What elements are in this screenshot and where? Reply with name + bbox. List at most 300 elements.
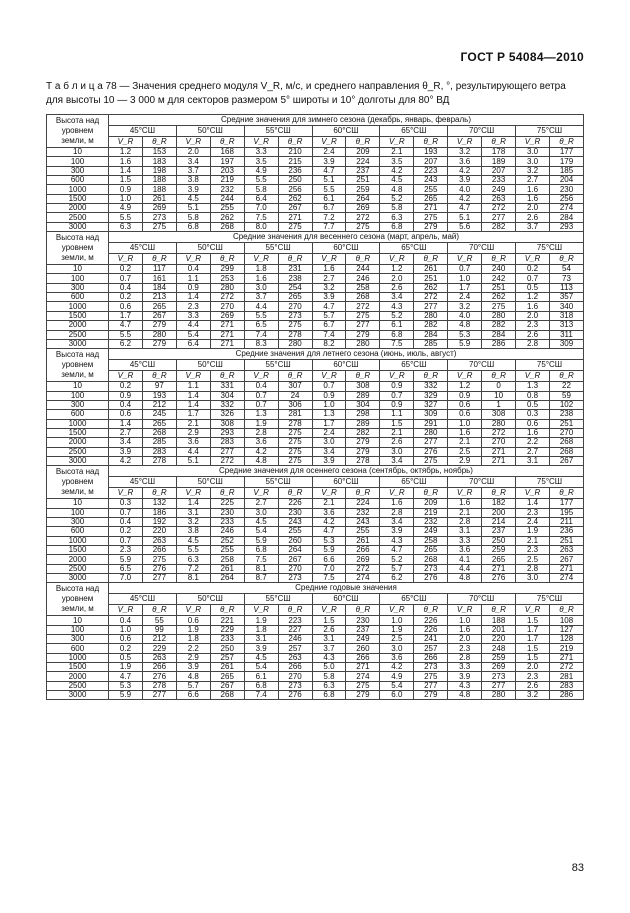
height-value: 100 bbox=[47, 391, 109, 400]
data-cell: 226 bbox=[278, 499, 312, 508]
data-cell: 2.0 bbox=[448, 635, 482, 644]
table-row bbox=[47, 222, 584, 231]
data-cell: 278 bbox=[142, 681, 176, 690]
data-cell: 259 bbox=[482, 653, 516, 662]
data-cell: 5.9 bbox=[109, 555, 143, 564]
data-cell: 249 bbox=[414, 527, 448, 536]
data-cell: 3.3 bbox=[244, 148, 278, 157]
height-value: 3000 bbox=[47, 456, 109, 465]
data-cell: 4.2 bbox=[312, 517, 346, 526]
data-cell: 3.5 bbox=[380, 157, 414, 166]
data-cell: 6.5 bbox=[109, 564, 143, 573]
data-cell: 1.6 bbox=[516, 302, 550, 311]
data-cell: 326 bbox=[210, 410, 244, 419]
vr-header: V_R bbox=[516, 371, 550, 382]
table-row bbox=[47, 644, 584, 653]
data-cell: 210 bbox=[278, 148, 312, 157]
page-number: 83 bbox=[571, 862, 584, 874]
vr-header: V_R bbox=[516, 605, 550, 616]
table-row bbox=[47, 382, 584, 391]
data-cell: 225 bbox=[210, 499, 244, 508]
vr-header: V_R bbox=[176, 605, 210, 616]
data-cell: 258 bbox=[346, 283, 380, 292]
subheader-row bbox=[47, 605, 584, 616]
data-cell: 272 bbox=[346, 564, 380, 573]
data-cell: 282 bbox=[414, 321, 448, 330]
latitude-header: 70°СШ bbox=[448, 594, 516, 605]
data-cell: 195 bbox=[549, 508, 583, 517]
data-cell: 4.2 bbox=[109, 456, 143, 465]
height-value: 2000 bbox=[47, 438, 109, 447]
data-cell: 272 bbox=[346, 213, 380, 222]
data-cell: 243 bbox=[414, 176, 448, 185]
data-cell: 188 bbox=[142, 185, 176, 194]
data-cell: 273 bbox=[414, 663, 448, 672]
data-cell: 10 bbox=[482, 391, 516, 400]
data-cell: 258 bbox=[210, 555, 244, 564]
data-cell: 271 bbox=[278, 213, 312, 222]
data-cell: 4.5 bbox=[244, 517, 278, 526]
theta-header: θ_R bbox=[210, 371, 244, 382]
data-cell: 0.4 bbox=[244, 382, 278, 391]
data-cell: 3.9 bbox=[312, 456, 346, 465]
data-cell: 0.7 bbox=[448, 265, 482, 274]
data-cell: 7.0 bbox=[312, 564, 346, 573]
data-cell: 276 bbox=[414, 447, 448, 456]
height-value: 1500 bbox=[47, 428, 109, 437]
data-cell: 2.0 bbox=[516, 311, 550, 320]
data-cell: 6.1 bbox=[244, 672, 278, 681]
data-cell: 275 bbox=[414, 672, 448, 681]
data-cell: 280 bbox=[482, 691, 516, 700]
data-cell: 0.4 bbox=[109, 283, 143, 292]
data-cell: 201 bbox=[482, 625, 516, 634]
data-cell: 275 bbox=[278, 447, 312, 456]
data-cell: 193 bbox=[142, 391, 176, 400]
data-cell: 265 bbox=[142, 419, 176, 428]
theta-header: θ_R bbox=[414, 254, 448, 265]
standard-designation: ГОСТ Р 54084—2010 bbox=[460, 50, 584, 64]
table-row bbox=[47, 274, 584, 283]
data-cell: 5.2 bbox=[380, 194, 414, 203]
height-value: 300 bbox=[47, 635, 109, 644]
data-cell: 3.9 bbox=[448, 672, 482, 681]
data-cell: 1.6 bbox=[448, 428, 482, 437]
height-header: Высота над уровнем земли, м bbox=[47, 232, 109, 265]
table-row bbox=[47, 410, 584, 419]
data-cell: 309 bbox=[549, 339, 583, 348]
data-cell: 1.9 bbox=[109, 663, 143, 672]
data-cell: 219 bbox=[210, 176, 244, 185]
data-cell: 227 bbox=[278, 625, 312, 634]
data-cell: 6.8 bbox=[312, 691, 346, 700]
data-cell: 2.8 bbox=[380, 508, 414, 517]
data-cell: 3.9 bbox=[109, 447, 143, 456]
theta-header: θ_R bbox=[210, 254, 244, 265]
data-cell: 3.0 bbox=[516, 148, 550, 157]
data-cell: 266 bbox=[142, 546, 176, 555]
data-cell: 271 bbox=[549, 653, 583, 662]
data-cell: 2.1 bbox=[448, 508, 482, 517]
data-cell: 2.9 bbox=[176, 653, 210, 662]
data-cell: 277 bbox=[210, 447, 244, 456]
data-cell: 1.8 bbox=[244, 625, 278, 634]
data-cell: 4.2 bbox=[448, 166, 482, 175]
data-cell: 236 bbox=[549, 527, 583, 536]
theta-header: θ_R bbox=[346, 137, 380, 148]
data-cell: 241 bbox=[414, 635, 448, 644]
data-cell: 4.2 bbox=[244, 447, 278, 456]
data-cell: 275 bbox=[278, 438, 312, 447]
data-cell: 260 bbox=[346, 644, 380, 653]
data-cell: 0.7 bbox=[109, 508, 143, 517]
data-cell: 250 bbox=[278, 176, 312, 185]
data-cell: 4.5 bbox=[380, 176, 414, 185]
data-cell: 2.4 bbox=[516, 517, 550, 526]
data-cell: 0.5 bbox=[516, 283, 550, 292]
data-cell: 2.6 bbox=[516, 330, 550, 339]
data-cell: 255 bbox=[346, 527, 380, 536]
data-cell: 3.1 bbox=[312, 635, 346, 644]
data-cell: 185 bbox=[549, 166, 583, 175]
data-cell: 257 bbox=[210, 653, 244, 662]
data-cell: 3.4 bbox=[109, 438, 143, 447]
data-cell: 3.7 bbox=[516, 222, 550, 231]
height-value: 100 bbox=[47, 508, 109, 517]
vr-header: V_R bbox=[516, 488, 550, 499]
height-value: 10 bbox=[47, 265, 109, 274]
data-cell: 268 bbox=[346, 293, 380, 302]
data-cell: 246 bbox=[278, 635, 312, 644]
data-cell: 4.3 bbox=[312, 653, 346, 662]
data-cell: 230 bbox=[210, 508, 244, 517]
data-cell: 267 bbox=[549, 456, 583, 465]
data-cell: 5.3 bbox=[109, 681, 143, 690]
data-cell: 270 bbox=[482, 438, 516, 447]
data-cell: 132 bbox=[142, 499, 176, 508]
data-cell: 4.8 bbox=[244, 456, 278, 465]
data-cell: 279 bbox=[346, 438, 380, 447]
data-cell: 272 bbox=[346, 302, 380, 311]
data-cell: 3.6 bbox=[448, 157, 482, 166]
data-cell: 198 bbox=[142, 166, 176, 175]
data-cell: 262 bbox=[278, 194, 312, 203]
data-cell: 279 bbox=[142, 339, 176, 348]
data-cell: 1.9 bbox=[244, 419, 278, 428]
data-cell: 184 bbox=[142, 283, 176, 292]
latitude-header: 45°СШ bbox=[109, 477, 177, 488]
latitude-header: 55°СШ bbox=[244, 243, 312, 254]
vr-header: V_R bbox=[448, 605, 482, 616]
data-cell: 161 bbox=[142, 274, 176, 283]
data-cell: 113 bbox=[549, 283, 583, 292]
data-cell: 280 bbox=[142, 330, 176, 339]
data-cell: 3.9 bbox=[176, 185, 210, 194]
data-cell: 1.4 bbox=[176, 400, 210, 409]
vr-header: V_R bbox=[380, 137, 414, 148]
table-row bbox=[47, 428, 584, 437]
data-cell: 4.8 bbox=[448, 574, 482, 583]
theta-header: θ_R bbox=[549, 605, 583, 616]
data-cell: 269 bbox=[346, 204, 380, 213]
data-cell: 3.2 bbox=[516, 166, 550, 175]
data-cell: 189 bbox=[482, 157, 516, 166]
vr-header: V_R bbox=[380, 371, 414, 382]
data-cell: 282 bbox=[482, 222, 516, 231]
data-cell: 1.7 bbox=[312, 419, 346, 428]
data-cell: 279 bbox=[142, 321, 176, 330]
data-cell: 219 bbox=[414, 508, 448, 517]
table-row bbox=[47, 546, 584, 555]
vr-header: V_R bbox=[448, 254, 482, 265]
data-cell: 271 bbox=[482, 447, 516, 456]
data-cell: 1.4 bbox=[109, 419, 143, 428]
data-cell: 271 bbox=[549, 564, 583, 573]
theta-header: θ_R bbox=[414, 371, 448, 382]
height-value: 1000 bbox=[47, 302, 109, 311]
data-cell: 209 bbox=[346, 148, 380, 157]
data-cell: 262 bbox=[210, 213, 244, 222]
data-cell: 0.9 bbox=[109, 391, 143, 400]
data-cell: 3.0 bbox=[312, 438, 346, 447]
data-cell: 1.2 bbox=[109, 148, 143, 157]
vr-header: V_R bbox=[312, 488, 346, 499]
data-cell: 2.7 bbox=[312, 274, 346, 283]
data-cell: 1.3 bbox=[244, 410, 278, 419]
data-cell: 117 bbox=[142, 265, 176, 274]
data-cell: 304 bbox=[346, 400, 380, 409]
data-cell: 188 bbox=[142, 176, 176, 185]
data-cell: 4.5 bbox=[176, 194, 210, 203]
height-value: 600 bbox=[47, 293, 109, 302]
table-row bbox=[47, 653, 584, 662]
height-value: 600 bbox=[47, 410, 109, 419]
data-cell: 268 bbox=[210, 222, 244, 231]
data-cell: 266 bbox=[142, 663, 176, 672]
season-title-row bbox=[47, 232, 584, 243]
vr-header: V_R bbox=[109, 371, 143, 382]
data-cell: 278 bbox=[346, 456, 380, 465]
data-cell: 1.7 bbox=[176, 410, 210, 419]
data-cell: 7.4 bbox=[244, 330, 278, 339]
data-cell: 273 bbox=[278, 574, 312, 583]
data-cell: 253 bbox=[210, 274, 244, 283]
height-value: 2000 bbox=[47, 321, 109, 330]
data-cell: 2.1 bbox=[312, 499, 346, 508]
data-cell: 1.7 bbox=[109, 311, 143, 320]
height-header: Высота над уровнем земли, м bbox=[47, 466, 109, 499]
data-cell: 298 bbox=[346, 410, 380, 419]
data-cell: 73 bbox=[549, 274, 583, 283]
data-cell: 97 bbox=[142, 382, 176, 391]
data-cell: 8.1 bbox=[244, 564, 278, 573]
data-cell: 280 bbox=[414, 428, 448, 437]
latitude-header: 45°СШ bbox=[109, 126, 177, 137]
latitude-row bbox=[47, 243, 584, 254]
data-cell: 3.7 bbox=[312, 644, 346, 653]
subheader-row bbox=[47, 488, 584, 499]
data-cell: 54 bbox=[549, 265, 583, 274]
latitude-header: 55°СШ bbox=[244, 594, 312, 605]
vr-header: V_R bbox=[448, 371, 482, 382]
data-cell: 5.5 bbox=[244, 176, 278, 185]
data-cell: 8.7 bbox=[244, 574, 278, 583]
data-cell: 277 bbox=[142, 691, 176, 700]
data-cell: 2.1 bbox=[516, 536, 550, 545]
data-cell: 168 bbox=[210, 148, 244, 157]
data-cell: 231 bbox=[278, 265, 312, 274]
data-cell: 263 bbox=[142, 653, 176, 662]
season-title: Средние значения для осеннего сезона (сентябрь, октябрь, ноябрь) bbox=[109, 466, 584, 477]
data-cell: 22 bbox=[549, 382, 583, 391]
data-cell: 284 bbox=[482, 330, 516, 339]
data-cell: 263 bbox=[549, 546, 583, 555]
data-cell: 266 bbox=[414, 653, 448, 662]
data-cell: 99 bbox=[142, 625, 176, 634]
data-cell: 269 bbox=[346, 555, 380, 564]
data-cell: 233 bbox=[210, 517, 244, 526]
vr-header: V_R bbox=[176, 371, 210, 382]
data-cell: 1.9 bbox=[380, 625, 414, 634]
data-cell: 4.5 bbox=[244, 653, 278, 662]
height-value: 2000 bbox=[47, 555, 109, 564]
data-cell: 307 bbox=[278, 382, 312, 391]
data-cell: 1.6 bbox=[516, 428, 550, 437]
data-cell: 275 bbox=[278, 428, 312, 437]
table-row bbox=[47, 330, 584, 339]
data-cell: 318 bbox=[549, 311, 583, 320]
table-row bbox=[47, 194, 584, 203]
table-row bbox=[47, 447, 584, 456]
data-cell: 2.6 bbox=[516, 681, 550, 690]
vr-header: V_R bbox=[244, 137, 278, 148]
data-cell: 251 bbox=[414, 274, 448, 283]
data-cell: 220 bbox=[142, 527, 176, 536]
data-cell: 2.3 bbox=[516, 672, 550, 681]
data-cell: 275 bbox=[278, 456, 312, 465]
data-cell: 268 bbox=[549, 447, 583, 456]
data-cell: 7.2 bbox=[176, 564, 210, 573]
data-cell: 5.1 bbox=[448, 213, 482, 222]
data-cell: 0.2 bbox=[516, 265, 550, 274]
data-cell: 255 bbox=[210, 546, 244, 555]
data-cell: 0.7 bbox=[244, 400, 278, 409]
data-cell: 1.6 bbox=[244, 274, 278, 283]
data-cell: 1.5 bbox=[380, 419, 414, 428]
data-cell: 267 bbox=[278, 555, 312, 564]
data-cell: 279 bbox=[414, 222, 448, 231]
data-cell: 3.1 bbox=[244, 635, 278, 644]
data-cell: 265 bbox=[278, 293, 312, 302]
theta-header: θ_R bbox=[210, 137, 244, 148]
data-cell: 6.7 bbox=[312, 321, 346, 330]
data-cell: 255 bbox=[210, 204, 244, 213]
data-cell: 291 bbox=[414, 419, 448, 428]
height-value: 300 bbox=[47, 166, 109, 175]
data-cell: 2.8 bbox=[516, 339, 550, 348]
data-cell: 278 bbox=[278, 419, 312, 428]
data-cell: 0.2 bbox=[109, 382, 143, 391]
data-cell: 279 bbox=[346, 691, 380, 700]
data-cell: 255 bbox=[278, 527, 312, 536]
vr-header: V_R bbox=[244, 605, 278, 616]
table-row bbox=[47, 391, 584, 400]
vr-header: V_R bbox=[109, 137, 143, 148]
data-cell: 226 bbox=[414, 625, 448, 634]
data-cell: 2.1 bbox=[176, 419, 210, 428]
latitude-header: 70°СШ bbox=[448, 243, 516, 254]
data-cell: 271 bbox=[346, 663, 380, 672]
data-cell: 277 bbox=[482, 681, 516, 690]
latitude-header: 50°СШ bbox=[176, 360, 244, 371]
latitude-header: 60°СШ bbox=[312, 594, 380, 605]
table-row bbox=[47, 625, 584, 634]
vr-header: V_R bbox=[176, 254, 210, 265]
height-header: Высота над уровнем земли, м bbox=[47, 349, 109, 382]
data-cell: 275 bbox=[142, 222, 176, 231]
data-cell: 5.9 bbox=[109, 691, 143, 700]
data-cell: 280 bbox=[482, 311, 516, 320]
data-cell: 251 bbox=[346, 176, 380, 185]
data-cell: 0.3 bbox=[516, 410, 550, 419]
data-cell: 270 bbox=[278, 672, 312, 681]
data-cell: 3.8 bbox=[176, 527, 210, 536]
height-value: 10 bbox=[47, 499, 109, 508]
data-cell: 1.6 bbox=[448, 625, 482, 634]
data-cell: 0.2 bbox=[109, 527, 143, 536]
data-cell: 282 bbox=[346, 428, 380, 437]
data-cell: 238 bbox=[278, 274, 312, 283]
data-cell: 3.1 bbox=[448, 527, 482, 536]
data-cell: 0.7 bbox=[516, 274, 550, 283]
data-cell: 265 bbox=[142, 302, 176, 311]
latitude-header: 50°СШ bbox=[176, 243, 244, 254]
data-cell: 250 bbox=[210, 644, 244, 653]
data-cell: 284 bbox=[414, 330, 448, 339]
data-cell: 2.3 bbox=[109, 546, 143, 555]
data-cell: 243 bbox=[346, 517, 380, 526]
data-cell: 3.9 bbox=[380, 527, 414, 536]
table-row bbox=[47, 185, 584, 194]
data-cell: 0.3 bbox=[109, 499, 143, 508]
season-title-row bbox=[47, 466, 584, 477]
data-cell: 4.2 bbox=[380, 166, 414, 175]
data-cell: 1.5 bbox=[516, 644, 550, 653]
data-cell: 3.0 bbox=[516, 574, 550, 583]
data-cell: 332 bbox=[414, 382, 448, 391]
data-cell: 1.8 bbox=[176, 635, 210, 644]
data-cell: 252 bbox=[210, 536, 244, 545]
data-cell: 311 bbox=[549, 330, 583, 339]
data-cell: 6.8 bbox=[244, 546, 278, 555]
vr-header: V_R bbox=[516, 254, 550, 265]
data-cell: 178 bbox=[482, 148, 516, 157]
table-row bbox=[47, 555, 584, 564]
data-cell: 272 bbox=[210, 293, 244, 302]
data-cell: 4.8 bbox=[448, 691, 482, 700]
data-cell: 1.3 bbox=[312, 410, 346, 419]
data-cell: 24 bbox=[278, 391, 312, 400]
data-cell: 1.6 bbox=[516, 194, 550, 203]
data-cell: 0.5 bbox=[109, 653, 143, 662]
height-value: 1000 bbox=[47, 419, 109, 428]
data-cell: 0.9 bbox=[448, 391, 482, 400]
theta-header: θ_R bbox=[482, 371, 516, 382]
data-cell: 7.7 bbox=[312, 222, 346, 231]
data-cell: 286 bbox=[549, 691, 583, 700]
data-cell: 251 bbox=[482, 283, 516, 292]
theta-header: θ_R bbox=[482, 488, 516, 499]
